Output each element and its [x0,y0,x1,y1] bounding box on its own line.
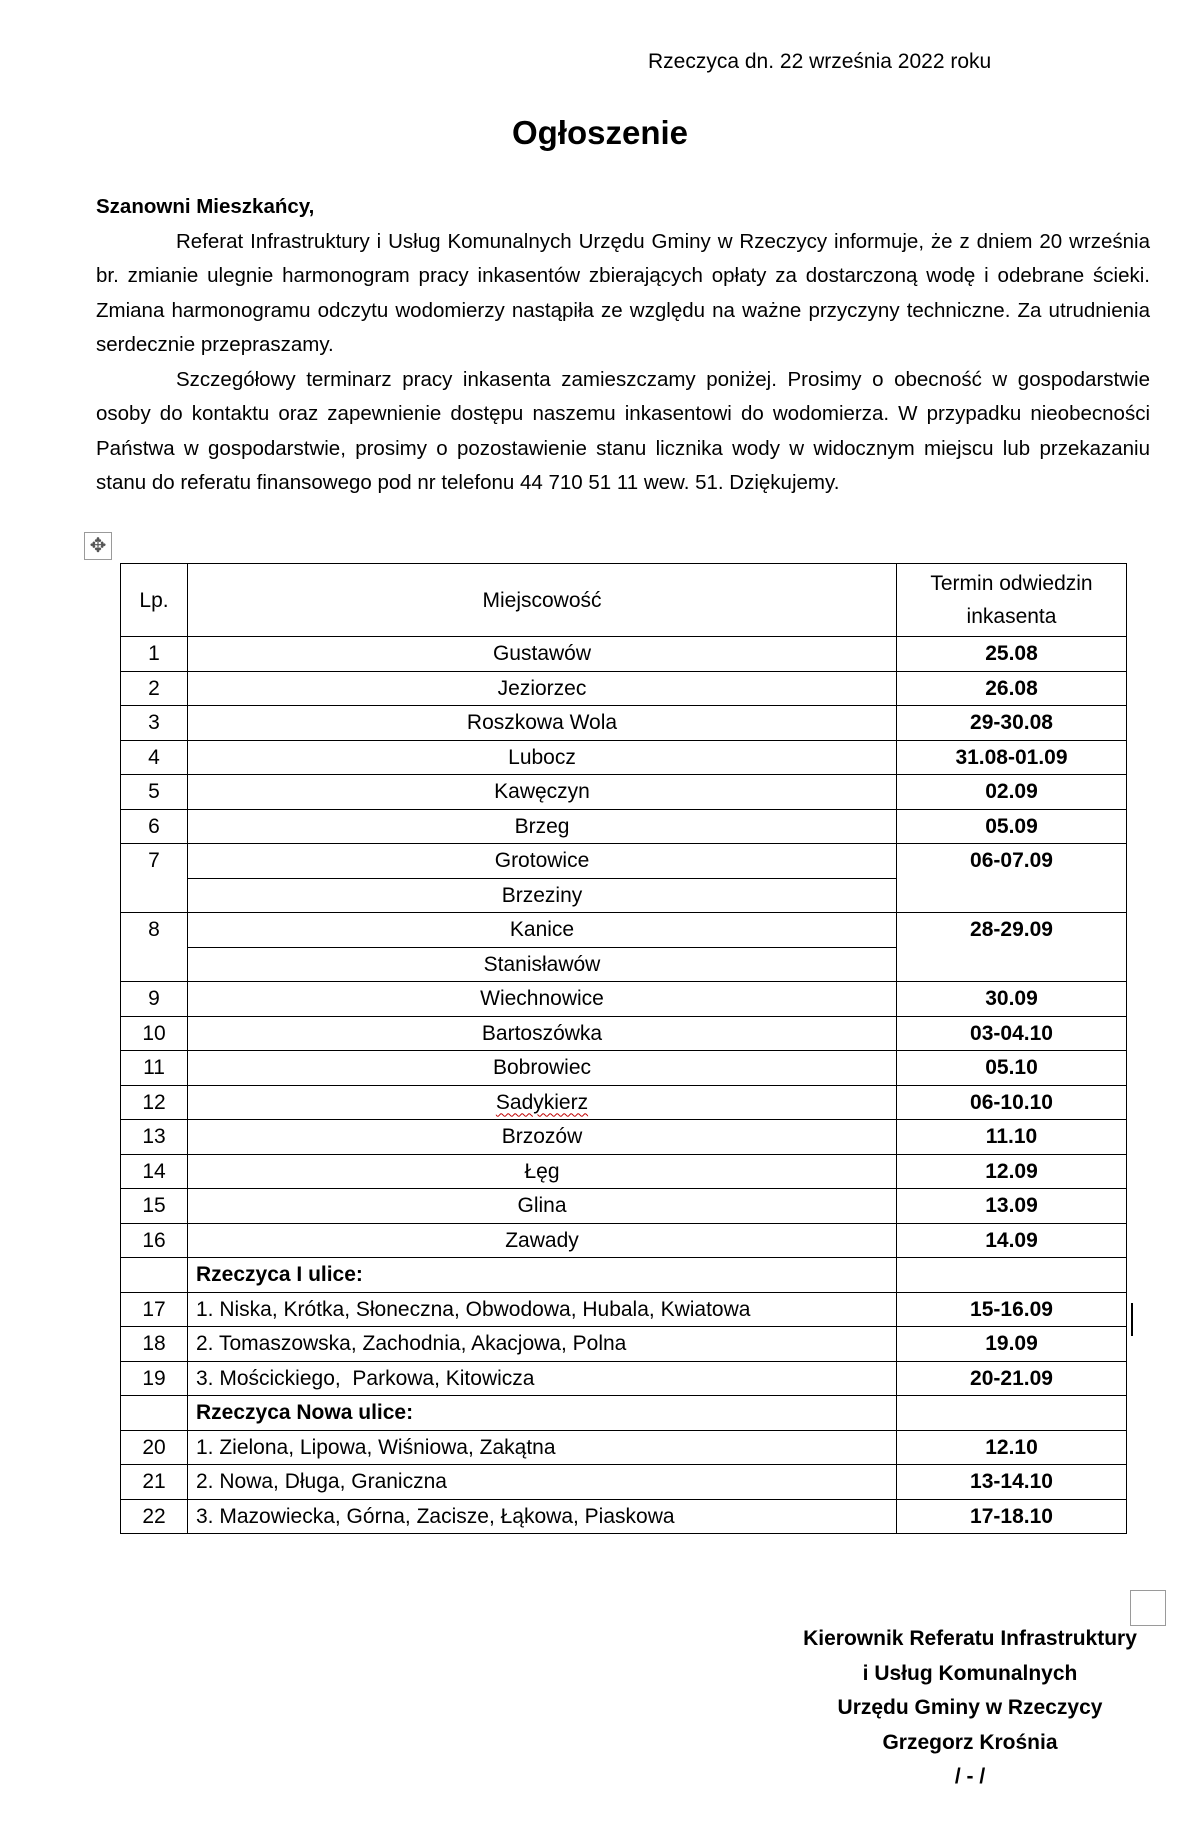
header-place: Miejscowość [188,564,897,637]
row-place: 1. Niska, Krótka, Słoneczna, Obwodowa, Hubala, Kwiatowa [188,1292,897,1327]
section-title: Rzeczyca Nowa ulice: [188,1396,897,1431]
row-place: Zawady [188,1223,897,1258]
row-lp: 18 [121,1327,188,1362]
row-place: Roszkowa Wola [188,706,897,741]
row-lp: 1 [121,637,188,672]
signature-block [730,1622,1200,1795]
section-empty-lp [121,1396,188,1431]
row-lp: 4 [121,740,188,775]
row-date: 06-07.09 [897,844,1127,913]
row-lp: 9 [121,982,188,1017]
row-date: 12.09 [897,1154,1127,1189]
table-row [121,1361,1127,1396]
table-row [121,1292,1127,1327]
row-date: 06-10.10 [897,1085,1127,1120]
header-lp: Lp. [121,564,188,637]
row-place: 2. Nowa, Długa, Graniczna [188,1465,897,1500]
section-empty-date [897,1396,1127,1431]
row-lp: 14 [121,1154,188,1189]
row-lp: 6 [121,809,188,844]
table-move-handle-icon[interactable]: ✥ [84,532,112,560]
row-lp: 10 [121,1016,188,1051]
row-lp: 22 [121,1499,188,1534]
signature-line-5: / - / [954,1765,986,1788]
document-body [96,190,1150,501]
row-date: 17-18.10 [897,1499,1127,1534]
paragraph-1: Referat Infrastruktury i Usług Komunalnych Urzędu Gminy w Rzeczycy informuje, że z dniem 20 września br. zmianie ulegnie harmonogram pracy inkasentów zbierających opłaty za dostarczoną wodę i odebrane ścieki. Zmiana harmonogramu odczytu wodomierzy nastąpiła ze względu na ważne przyczyny techniczne. Za utrudnienia serdecznie przepraszamy. [96,229,1150,356]
row-place: Bobrowiec [188,1051,897,1086]
row-place-secondary: Stanisławów [188,947,897,982]
table-row [121,671,1127,706]
row-place: 3. Mazowiecka, Górna, Zacisze, Łąkowa, Piaskowa [188,1499,897,1534]
table-resize-handle[interactable] [1130,1590,1166,1626]
table-row [121,740,1127,775]
header-date: Termin odwiedzin inkasenta [897,564,1127,637]
table-row [121,1051,1127,1086]
row-lp: 17 [121,1292,188,1327]
greeting: Szanowni Mieszkańcy, [96,195,315,218]
row-place: Brzozów [188,1120,897,1155]
row-lp: 5 [121,775,188,810]
row-place: Łęg [188,1154,897,1189]
row-lp: 15 [121,1189,188,1224]
table-row [121,1016,1127,1051]
row-place: Glina [188,1189,897,1224]
row-lp: 2 [121,671,188,706]
table-row [121,637,1127,672]
row-place: 1. Zielona, Lipowa, Wiśniowa, Zakątna [188,1430,897,1465]
row-date: 20-21.09 [897,1361,1127,1396]
date-line: Rzeczyca dn. 22 września 2022 roku [648,50,992,73]
table-row [121,706,1127,741]
row-place: 2. Tomaszowska, Zachodnia, Akacjowa, Polna [188,1327,897,1362]
row-date: 31.08-01.09 [897,740,1127,775]
row-date: 30.09 [897,982,1127,1017]
table-row [121,809,1127,844]
row-date: 11.10 [897,1120,1127,1155]
row-place: Jeziorzec [188,671,897,706]
row-lp: 7 [121,844,188,913]
signature-line-4: Grzegorz Krośnia [882,1730,1058,1754]
page-title: Ogłoszenie [511,114,689,151]
row-place: Grotowice [188,844,897,879]
table-row [121,1499,1127,1534]
row-place: Brzeg [188,809,897,844]
text-cursor [1131,1303,1133,1336]
row-lp: 13 [121,1120,188,1155]
row-date: 03-04.10 [897,1016,1127,1051]
row-date: 12.10 [897,1430,1127,1465]
section-title: Rzeczyca I ulice: [188,1258,897,1293]
row-place: 3. Mościckiego, Parkowa, Kitowicza [188,1361,897,1396]
row-place: Gustawów [188,637,897,672]
table-row [121,1085,1127,1120]
table-row [121,775,1127,810]
table-row [121,913,1127,948]
row-date: 15-16.09 [897,1292,1127,1327]
row-place: Bartoszówka [188,1016,897,1051]
row-place: Kawęczyn [188,775,897,810]
table-row [121,982,1127,1017]
section-header-row [121,1258,1127,1293]
table-row [121,1120,1127,1155]
row-place: Wiechnowice [188,982,897,1017]
row-place-secondary: Brzeziny [188,878,897,913]
signature-line-2: i Usług Komunalnych [862,1661,1078,1685]
row-date: 05.09 [897,809,1127,844]
row-date: 13-14.10 [897,1465,1127,1500]
section-empty-date [897,1258,1127,1293]
row-place: Kanice [188,913,897,948]
table-header-row [121,564,1127,637]
row-place [188,1085,897,1120]
table-row [121,1189,1127,1224]
row-lp: 16 [121,1223,188,1258]
row-lp: 19 [121,1361,188,1396]
row-date: 25.08 [897,637,1127,672]
table-row [121,1430,1127,1465]
row-place: Lubocz [188,740,897,775]
row-lp: 12 [121,1085,188,1120]
section-header-row [121,1396,1127,1431]
table-row [121,1327,1127,1362]
table-row [121,1465,1127,1500]
signature-line-1: Kierownik Referatu Infrastruktury [803,1627,1137,1650]
signature-line-3: Urzędu Gminy w Rzeczycy [837,1696,1103,1719]
row-date: 28-29.09 [897,913,1127,982]
schedule-table [120,563,1127,1534]
row-date: 13.09 [897,1189,1127,1224]
row-lp: 20 [121,1430,188,1465]
row-date: 19.09 [897,1327,1127,1362]
row-date: 26.08 [897,671,1127,706]
row-lp: 11 [121,1051,188,1086]
section-empty-lp [121,1258,188,1293]
table-row [121,1154,1127,1189]
row-lp: 8 [121,913,188,982]
spellcheck-flagged-word: Sadykierz [495,1090,589,1114]
row-date: 05.10 [897,1051,1127,1086]
table-row [121,844,1127,879]
row-lp: 21 [121,1465,188,1500]
row-date: 14.09 [897,1223,1127,1258]
paragraph-2: Szczegółowy terminarz pracy inkasenta zamieszczamy poniżej. Prosimy o obecność w gospodarstwie osoby do kontaktu oraz zapewnienie dostępu naszemu inkasentowi do wodomierza. W przypadku nieobecności Państwa w gospodarstwie, prosimy o pozostawienie stanu licznika wody w widocznym miejscu lub przekazaniu stanu do referatu finansowego pod nr telefonu 44 710 51 11 wew. 51. Dziękujemy. [96,367,1150,494]
row-date: 29-30.08 [897,706,1127,741]
table-row [121,1223,1127,1258]
row-lp: 3 [121,706,188,741]
row-date: 02.09 [897,775,1127,810]
